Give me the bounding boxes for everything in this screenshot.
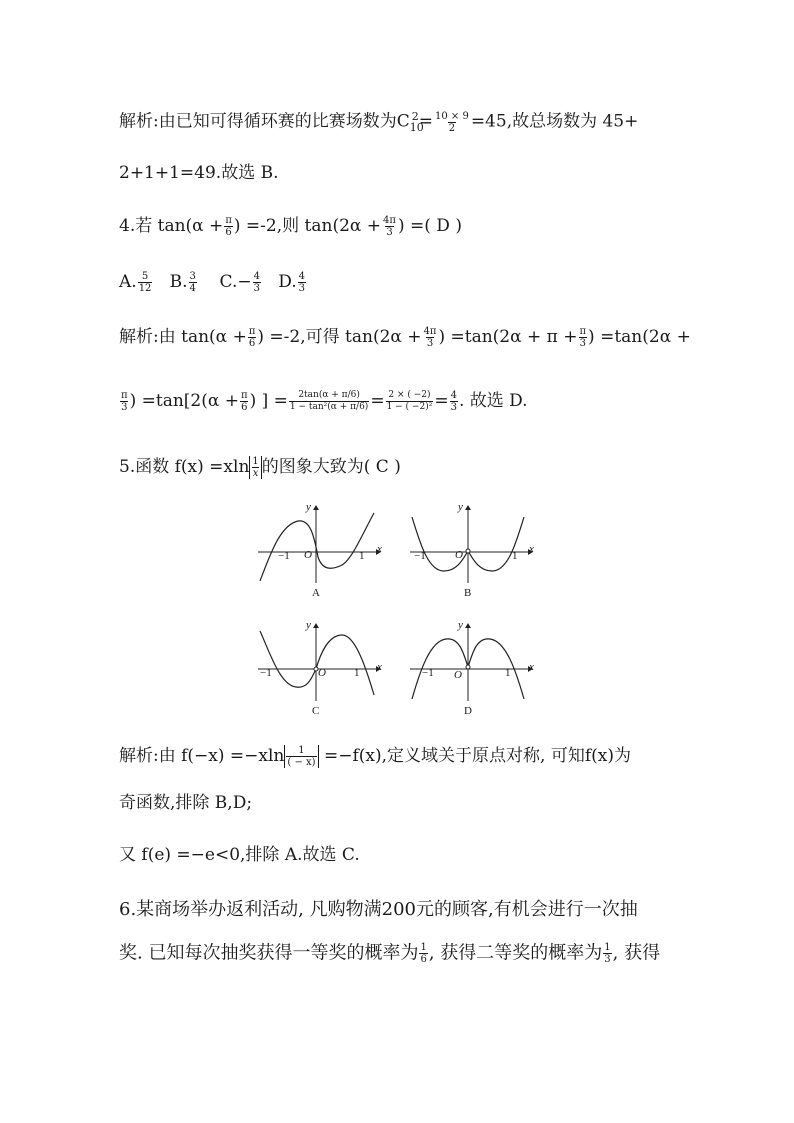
denominator: x [252, 468, 259, 479]
tick-neg1: −1 [278, 550, 290, 562]
graph-d-svg [408, 623, 533, 703]
s4b-text-c: . 故选 D. [458, 391, 528, 411]
absolute-value [284, 745, 318, 768]
numerator: 1 [420, 942, 427, 953]
numerator: 1 [604, 942, 611, 953]
denominator: 12 [138, 283, 152, 294]
graph-a-caption: A [312, 587, 320, 599]
y-axis-label: y [458, 619, 463, 631]
q4-text-a: 4.若 tan(α + [119, 216, 224, 236]
numerator: 4 [450, 390, 457, 401]
denominator: 1 − tan²(α + π/6) [289, 402, 369, 412]
fraction [120, 390, 129, 413]
q4-answer: ) =( D ) [397, 216, 462, 236]
fraction [434, 111, 470, 134]
origin-label: O [454, 669, 462, 681]
graph-c-caption: C [312, 705, 320, 717]
q5-text-b: 的图象大致为( C ) [261, 457, 401, 477]
equals: = [434, 391, 449, 411]
denominator: 6 [225, 227, 232, 238]
graph-d-caption: D [464, 705, 472, 717]
denominator: 3 [426, 338, 434, 349]
solution-text: 解析:由已知可得循环赛的比赛场数为C [119, 111, 410, 132]
numerator: 4 [253, 271, 260, 282]
s4b-text-a: ) =tan[2(α + [129, 391, 239, 411]
y-axis-label: y [306, 619, 311, 631]
denominator: 3 [298, 283, 306, 294]
fraction [286, 745, 316, 768]
option-a-label: A. [119, 272, 137, 292]
s4-text-d: ) =tan(2α + [588, 327, 691, 347]
graph-b [408, 501, 534, 599]
numerator: 2tan(α + π/6) [298, 390, 360, 400]
fraction [419, 942, 427, 965]
y-axis-label: y [306, 501, 311, 513]
solution-line-1 [119, 106, 638, 139]
origin-label: O [455, 549, 463, 561]
fraction [382, 215, 397, 238]
denominator: 6 [241, 402, 248, 413]
option-d-value [298, 271, 306, 294]
option-b-label: B. [169, 272, 188, 292]
solution-5-line-3: 又 f(e) =−e<0,排除 A.故选 C. [119, 845, 360, 865]
numerator: 1 [298, 745, 305, 756]
numerator: π [579, 326, 587, 337]
s5-text-a: 解析:由 f(−x) =−xln [119, 746, 285, 766]
combination-subscript: 10 [409, 121, 424, 135]
option-d-label: D. [278, 272, 297, 292]
denominator: 3 [604, 954, 611, 965]
fraction [251, 456, 259, 479]
option-b-value [189, 271, 197, 294]
equals: = [418, 111, 433, 132]
tick-1: 1 [512, 550, 518, 562]
graph-a-svg [256, 505, 381, 585]
graph-a [256, 501, 382, 599]
question-6-line-2 [119, 942, 660, 965]
denominator: 2 [448, 122, 456, 134]
option-c-label: C.− [219, 272, 252, 292]
equals: = [370, 391, 385, 411]
denominator: 1 − ( −2)² [386, 402, 433, 412]
q6-text-b: , 获得二等奖的概率为 [428, 942, 603, 964]
numerator: 4π [383, 215, 396, 226]
denominator: 6 [248, 338, 256, 349]
graph-c-svg [256, 623, 381, 703]
fraction-result [450, 390, 458, 413]
solution-text-end: =45,故总场数为 45+ [470, 111, 639, 132]
fraction [240, 390, 249, 413]
s5-text-b: =−f(x),定义域关于原点对称, 可知f(x)为 [318, 746, 631, 766]
numerator: 5 [141, 271, 149, 282]
denominator: 3 [386, 227, 393, 238]
fraction [603, 942, 611, 965]
numerator: 4π [423, 326, 437, 337]
denominator: 3 [121, 402, 128, 413]
question-6-line-1: 6.某商场举办返利活动, 凡购物满200元的顾客,有机会进行一次抽 [119, 899, 638, 920]
solution-4-line-2 [119, 390, 528, 413]
fraction [423, 326, 438, 349]
x-axis-label: x [529, 661, 534, 673]
q6-text-c: , 获得 [612, 942, 661, 964]
fraction-value [386, 390, 434, 413]
numerator: 2 × ( −2) [388, 390, 431, 400]
origin-label: O [304, 549, 312, 561]
s4-text-c: ) =tan(2α + π + [438, 327, 578, 347]
denominator: 3 [579, 338, 586, 349]
denominator: 3 [450, 402, 457, 413]
solution-5-line-2: 奇函数,排除 B,D; [119, 793, 253, 813]
numerator: π [240, 390, 248, 401]
numerator: 10 × 9 [434, 110, 469, 122]
solution-line-2: 2+1+1=49.故选 B. [119, 163, 279, 183]
numerator: π [225, 215, 232, 226]
fraction [224, 215, 233, 238]
tick-neg1: −1 [414, 550, 426, 562]
option-c-value [253, 271, 261, 294]
combination-superscript: 2 [411, 110, 419, 123]
graph-b-caption: B [464, 587, 472, 599]
numerator: π [248, 326, 256, 337]
s4-text-b: ) =-2,可得 tan(2α + [257, 327, 422, 347]
option-a-value [138, 271, 153, 294]
denominator: 3 [253, 283, 260, 294]
tick-1: 1 [505, 667, 511, 679]
tick-1: 1 [359, 550, 365, 562]
tick-neg1: −1 [260, 667, 272, 679]
solution-5-line-1 [119, 745, 631, 768]
numerator: 1 [252, 456, 259, 467]
solution-4-line-1 [119, 326, 691, 349]
tick-neg1: −1 [422, 667, 434, 679]
graph-c [256, 619, 382, 717]
question-4-options [119, 271, 307, 294]
q6-text-a: 奖. 已知每次抽奖获得一等奖的概率为 [119, 942, 419, 964]
graph-b-svg [408, 505, 533, 585]
fraction-tan [289, 390, 369, 413]
question-5 [119, 456, 401, 479]
q5-text-a: 5.函数 f(x) =xln [119, 457, 250, 477]
x-axis-label: x [377, 661, 382, 673]
x-axis-label: x [529, 543, 534, 555]
fraction [578, 326, 587, 349]
y-axis-label: y [458, 501, 463, 513]
s4b-text-b: ) ] = [249, 391, 288, 411]
tick-1: 1 [354, 667, 360, 679]
question-4 [119, 215, 462, 238]
q4-text-b: ) =-2,则 tan(2α + [233, 216, 382, 236]
x-axis-label: x [377, 543, 382, 555]
origin-label: O [318, 667, 326, 679]
numerator: 3 [189, 271, 196, 282]
denominator: 4 [189, 283, 196, 294]
numerator: 4 [298, 271, 306, 282]
denominator: ( − x) [287, 757, 316, 768]
s4-text-a: 解析:由 tan(α + [119, 327, 247, 347]
absolute-value [249, 456, 261, 479]
denominator: 6 [420, 954, 427, 965]
numerator: π [121, 390, 128, 401]
fraction [248, 326, 257, 349]
graph-d [408, 619, 534, 717]
